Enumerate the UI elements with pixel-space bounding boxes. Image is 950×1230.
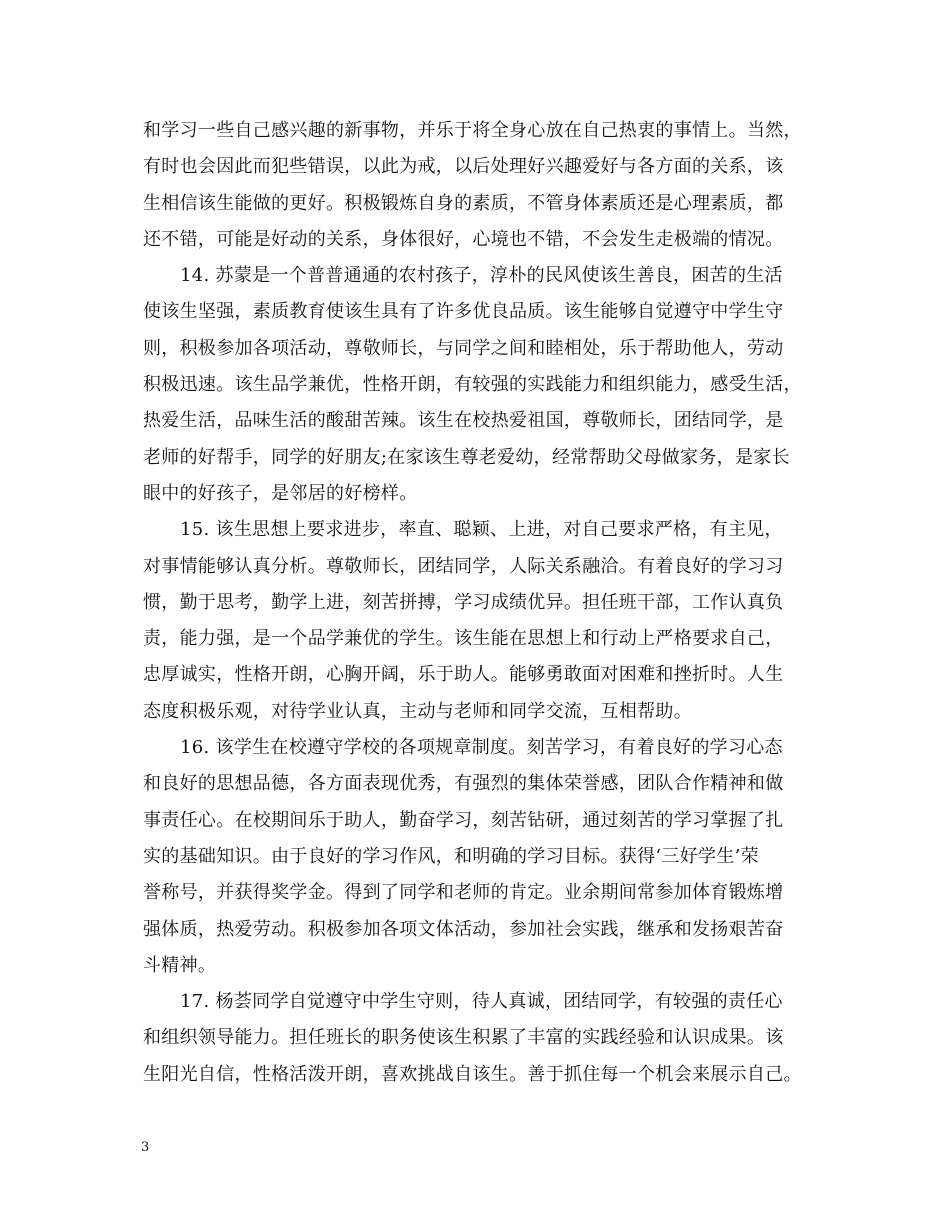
text-line: 生相信该生能做的更好。积极锻炼自身的素质，不管身体素质还是心理素质，都	[143, 192, 784, 214]
paragraph-first-line: 15. 该生思想上要求进步，率直、聪颖、上进，对自己要求严格，有主见，	[180, 519, 783, 541]
text-line: 惯，勤于思考，勤学上进，刻苦拼搏，学习成绩优异。担任班干部，工作认真负	[143, 591, 784, 613]
page-number: 3	[141, 1140, 150, 1155]
paragraph-first-line: 17. 杨荟同学自觉遵守中学生守则，待人真诚，团结同学，有较强的责任心	[180, 991, 783, 1013]
text-line: 生阳光自信，性格活泼开朗，喜欢挑战自该生。善于抓住每一个机会来展示自己。	[143, 1063, 802, 1085]
text-line: 积极迅速。该生品学兼优，性格开朗，有较强的实践能力和组织能力，感受生活，	[143, 374, 802, 396]
text-line: 和良好的思想品德，各方面表现优秀，有强烈的集体荣誉感，团队合作精神和做	[143, 773, 784, 795]
text-line: 忠厚诚实，性格开朗，心胸开阔，乐于助人。能够勇敢面对困难和挫折时。人生	[143, 664, 784, 686]
text-line: 使该生坚强，素质教育使该生具有了许多优良品质。该生能够自觉遵守中学生守	[143, 301, 784, 323]
text-line: 和学习一些自己感兴趣的新事物，并乐于将全身心放在自己热衷的事情上。当然，	[143, 120, 802, 141]
text-line: 老师的好帮手，同学的好朋友;在家该生尊老爱幼，经常帮助父母做家务，是家长	[143, 446, 790, 468]
text-line: 有时也会因此而犯些错误，以此为戒，以后处理好兴趣爱好与各方面的关系，该	[143, 156, 784, 178]
text-line: 和组织领导能力。担任班长的职务使该生积累了丰富的实践经验和认识成果。该	[143, 1027, 784, 1049]
text-line: 态度积极乐观，对待学业认真，主动与老师和同学交流，互相帮助。	[143, 700, 692, 722]
text-line: 责，能力强，是一个品学兼优的学生。该生能在思想上和行动上严格要求自己，	[143, 628, 784, 650]
text-line: 强体质，热爱劳动。积极参加各项文体活动，参加社会实践，继承和发扬艰苦奋	[143, 918, 784, 940]
text-line: 事责任心。在校期间乐于助人，勤奋学习，刻苦钻研，通过刻苦的学习掌握了扎	[143, 809, 784, 831]
text-line: 实的基础知识。由于良好的学习作风，和明确的学习目标。获得‘三好学生’荣	[143, 845, 759, 867]
paragraph-first-line: 14. 苏蒙是一个普普通通的农村孩子，淳朴的民风使该生善良，困苦的生活	[180, 265, 783, 287]
text-line: 则，积极参加各项活动，尊敬师长，与同学之间和睦相处，乐于帮助他人，劳动	[143, 337, 784, 359]
text-line: 斗精神。	[143, 954, 217, 976]
paragraph-first-line: 16. 该学生在校遵守学校的各项规章制度。刻苦学习，有着良好的学习心态	[180, 737, 783, 759]
document-body-text	[143, 113, 823, 1093]
text-line: 对事情能够认真分析。尊敬师长，团结同学，人际关系融洽。有着良好的学习习	[143, 555, 784, 577]
text-line: 眼中的好孩子，是邻居的好榜样。	[143, 482, 418, 504]
text-line: 热爱生活，品味生活的酸甜苦辣。该生在校热爱祖国，尊敬师长，团结同学，是	[143, 410, 784, 432]
text-line: 誉称号，并获得奖学金。得到了同学和老师的肯定。业余期间常参加体育锻炼增	[143, 882, 784, 904]
text-line: 还不错，可能是好动的关系，身体很好，心境也不错，不会发生走极端的情况。	[143, 228, 784, 250]
